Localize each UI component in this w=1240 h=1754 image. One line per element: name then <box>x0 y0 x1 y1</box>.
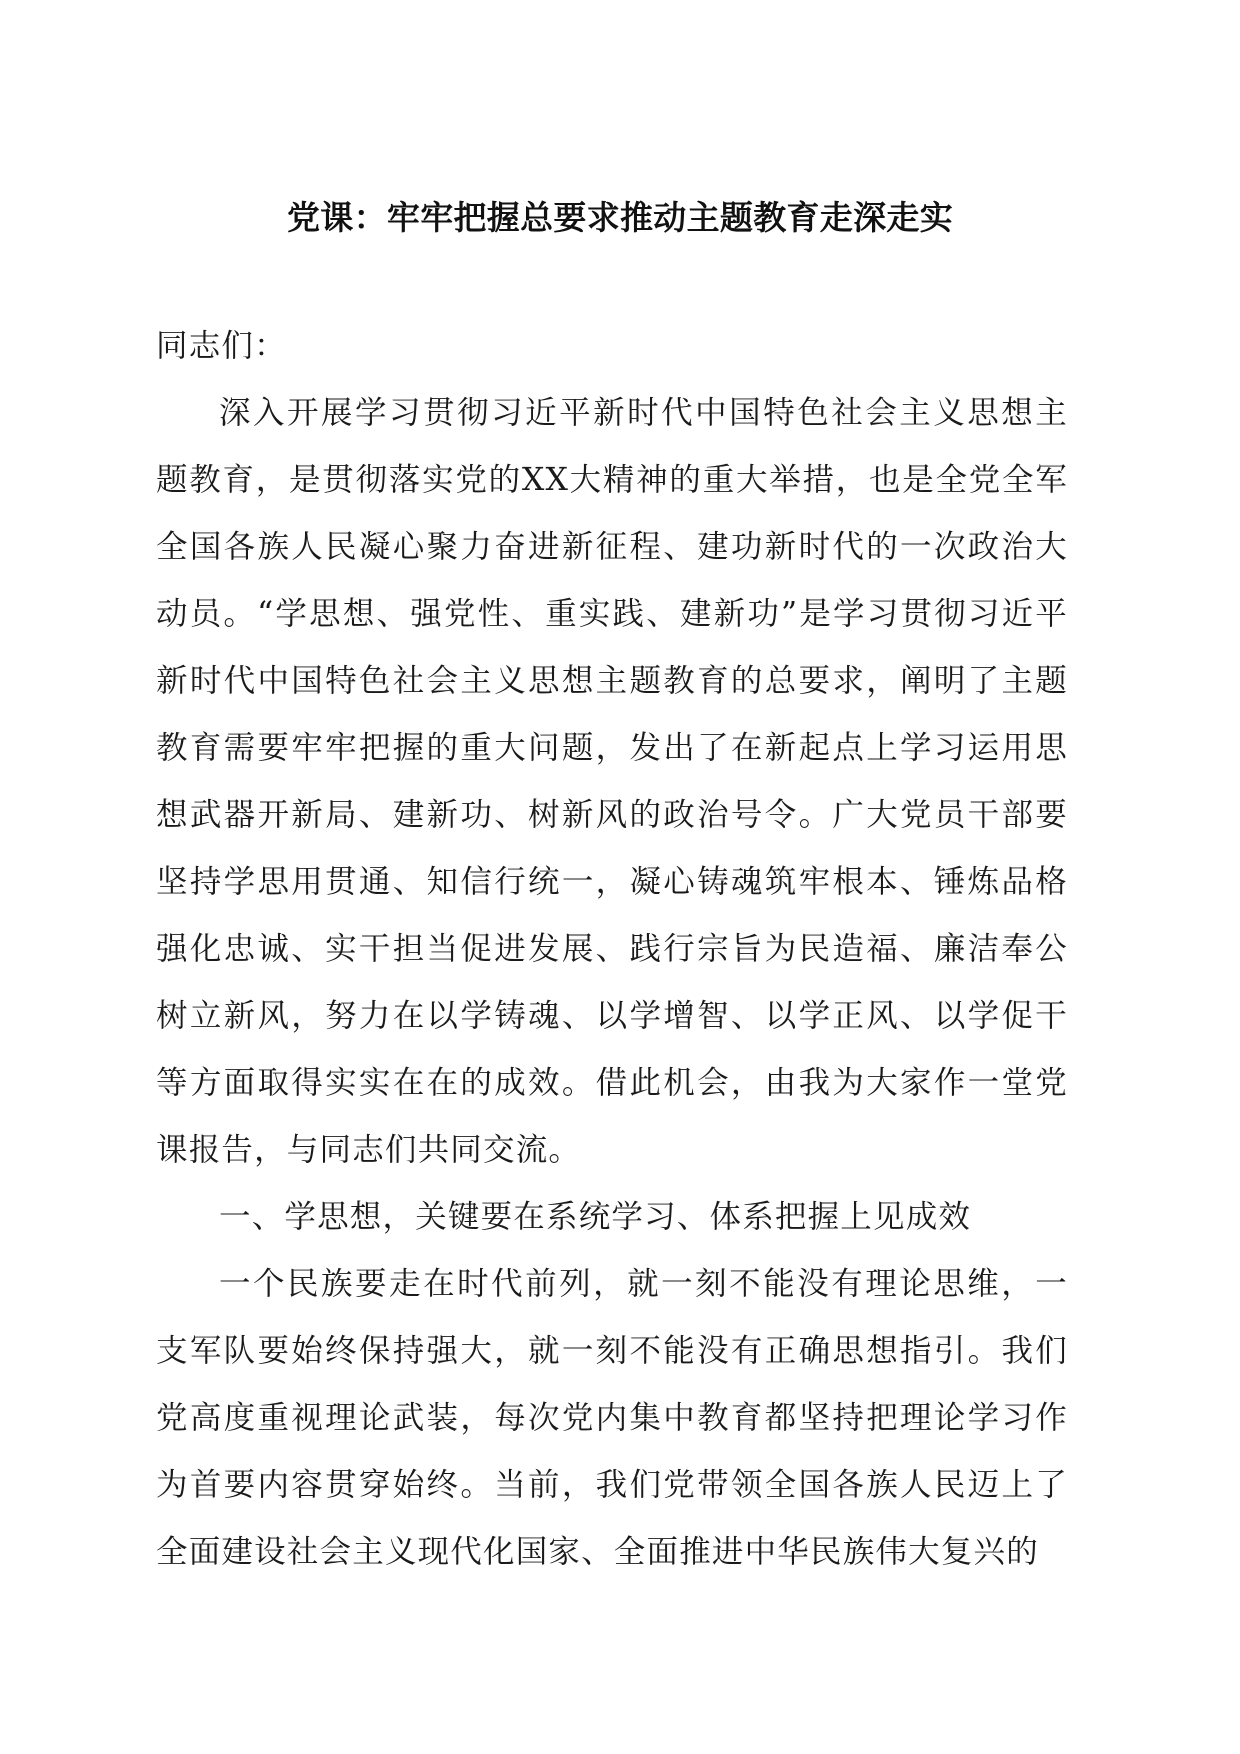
salutation: 同志们： <box>156 328 287 364</box>
section-heading: 一、学思想，关键要在系统学习、体系把握上见成效 <box>219 1199 972 1235</box>
document-title: 党课：牢牢把握总要求推动主题教育走深走实 <box>287 198 953 237</box>
intro-paragraph: 深入开展学习贯彻习近平新时代中国特色社会主义思想主题教育，是贯彻落实党的XX大精神的重大举措，也是全党全军全国各族人民凝心聚力奋进新征程、建功新时代的一次政治大动员。“学思想、强党性、重实践、建新功”是学习贯彻习近平新时代中国特色社会主义思想主题教育的总要求，阐明了主题教育需要牢牢把握的重大问题，发出了在新起点上学习运用思想武器开新局、建新功、树新风的政治号令。广大党员干部要坚持学思用贯通、知信行统一，凝心铸魂筑牢根本、锤炼品格强化忠诚、实干担当促进发展、践行宗旨为民造福、廉洁奉公树立新风，努力在以学铸魂、以学增智、以学正风、以学促干等方面取得实实在在的成效。借此机会，由我为大家作一堂党课报告，与同志们共同交流。 <box>156 395 1068 1168</box>
document-body <box>156 313 1068 1586</box>
section-paragraph: 一个民族要走在时代前列，就一刻不能没有理论思维，一支军队要始终保持强大，就一刻不能没有正确思想指引。我们党高度重视理论武装，每次党内集中教育都坚持把理论学习作为首要内容贯穿始终。当前，我们党带领全国各族人民迈上了全面建设社会主义现代化国家、全面推进中华民族伟大复兴的 <box>156 1266 1068 1570</box>
